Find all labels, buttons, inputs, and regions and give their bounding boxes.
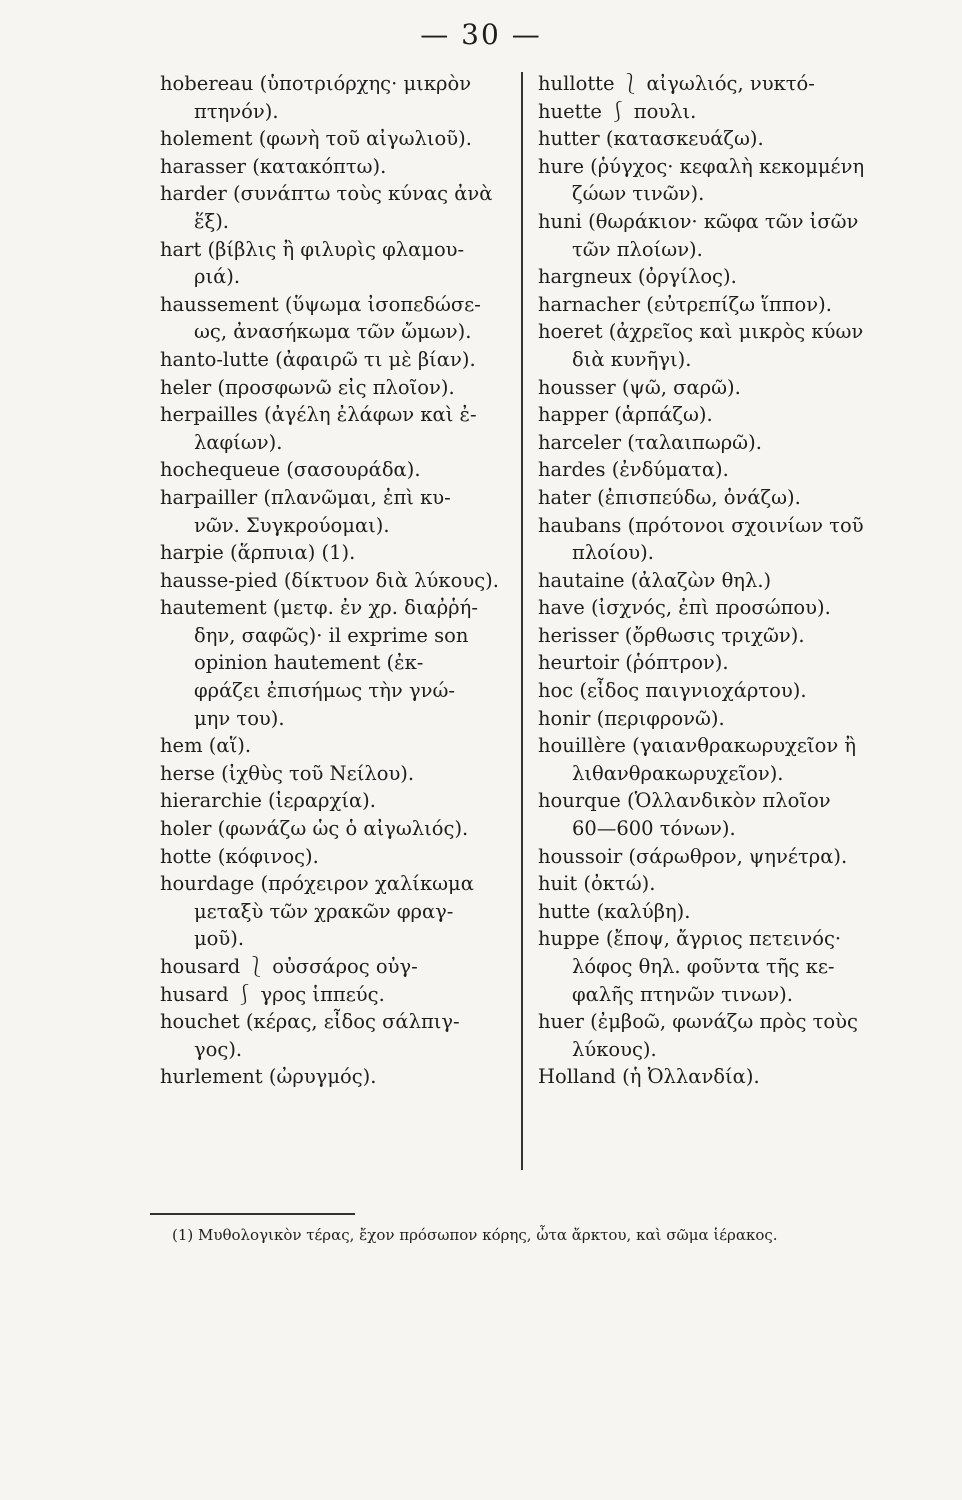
entry-continuation: ἕξ).	[194, 209, 230, 233]
dictionary-entry	[538, 705, 883, 733]
entry-headline: hoc (εἶδος παιγνιοχάρτου).	[538, 679, 807, 703]
entry-headline: hausse-pied (δίκτυον διὰ λύκους).	[160, 568, 499, 592]
entry-headline: harnacher (εὐτρεπίζω ἵππον).	[538, 292, 832, 316]
dictionary-entry	[160, 1008, 505, 1063]
entry-continuation: λαφίων).	[194, 430, 283, 454]
entry-continuation: λιθανθρακωρυχεῖον).	[572, 761, 784, 785]
dictionary-entry	[538, 484, 883, 512]
column-divider	[521, 72, 523, 1170]
entry-headline: housard ⎱ οὐσσάρος οὐγ-	[160, 955, 418, 978]
entry-headline: huette ⎰ πουλι.	[538, 99, 697, 123]
entry-headline: houillère (γαιανθρακωρυχεῖον ἢ	[538, 734, 857, 758]
dictionary-entry	[160, 1063, 505, 1091]
dictionary-entry	[160, 843, 505, 871]
dictionary-entry	[538, 732, 883, 787]
entry-headline: haussement (ὕψωμα ἰσοπεδώσε-	[160, 292, 481, 316]
entry-headline: heurtoir (ῥόπτρον).	[538, 651, 729, 675]
entry-headline: hierarchie (ἱεραρχία).	[160, 789, 376, 813]
dictionary-entry	[538, 898, 883, 926]
dictionary-entry	[160, 870, 505, 953]
entry-headline: housser (ψῶ, σαρῶ).	[538, 375, 741, 399]
dictionary-entry	[538, 153, 883, 208]
dictionary-entry	[160, 732, 505, 760]
page-number: — 30 —	[420, 18, 542, 51]
dictionary-entry	[160, 401, 505, 456]
footnote-rule	[150, 1213, 355, 1215]
entry-headline: harpie (ἅρπυια) (1).	[160, 541, 356, 565]
entry-headline: huer (ἐμβοῶ, φωνάζω πρὸς τοὺς	[538, 1010, 858, 1034]
entry-headline: hoeret (ἀχρεῖος καὶ μικρὸς κύων	[538, 320, 864, 344]
entry-continuation: μεταξὺ τῶν χρακῶν φραγ-	[194, 899, 454, 923]
entry-headline: hautaine (ἀλαζὼν θηλ.)	[538, 568, 772, 592]
entry-headline: haubans (πρότονοι σχοινίων τοῦ	[538, 513, 864, 537]
entry-headline: hourque (Ὁλλανδικὸν πλοῖον	[538, 789, 831, 813]
dictionary-entry	[538, 125, 883, 153]
dictionary-entry	[160, 981, 505, 1009]
dictionary-entry	[538, 925, 883, 1008]
dictionary-entry	[538, 70, 883, 98]
entry-headline: holer (φωνάζω ὡς ὁ αἰγωλιός).	[160, 817, 469, 841]
entry-headline: huit (ὀκτώ).	[538, 872, 656, 896]
dictionary-entry	[538, 291, 883, 319]
entry-headline: holement (φωνὴ τοῦ αἰγωλιοῦ).	[160, 127, 472, 151]
entry-continuation: διὰ κυνῆγι).	[572, 347, 692, 371]
entry-continuation: τῶν πλοίων).	[572, 237, 703, 261]
dictionary-entry	[538, 374, 883, 402]
entry-continuation: λόφος θηλ. φοῦντα τῆς κε-	[572, 955, 835, 978]
right-column	[538, 70, 883, 1091]
dictionary-entry	[538, 512, 883, 567]
dictionary-entry	[160, 291, 505, 346]
dictionary-entry	[538, 594, 883, 622]
dictionary-entry	[160, 484, 505, 539]
entry-continuation: πτηνόν).	[194, 99, 279, 123]
entry-continuation: νῶν. Συγκρούομαι).	[194, 513, 390, 537]
dictionary-entry	[538, 208, 883, 263]
entry-headline: happer (ἁρπάζω).	[538, 403, 713, 427]
entry-continuation: ως, ἀνασήκωμα τῶν ὤμων).	[194, 320, 472, 344]
entry-headline: hater (ἐπισπεύδω, ὀνάζω).	[538, 485, 801, 509]
dictionary-entry	[160, 539, 505, 567]
entry-headline: huni (θωράκιον· κῶφα τῶν ἰσῶν	[538, 209, 859, 233]
dictionary-entry	[160, 236, 505, 291]
entry-headline: hart (βίβλις ἢ φιλυρὶς φλαμου-	[160, 237, 465, 261]
entry-headline: hobereau (ὑποτριόρχης· μικρὸν	[160, 72, 472, 95]
entry-headline: hotte (κόφινος).	[160, 844, 319, 868]
footnote: (1) Μυθολογικὸν τέρας, ἔχον πρόσωπον κόρης, ὦτα ἄρκτου, καὶ σῶμα ἱέρακος.	[172, 1226, 778, 1244]
entry-headline: harasser (κατακόπτω).	[160, 154, 387, 178]
dictionary-entry	[160, 760, 505, 788]
entry-headline: hourdage (πρόχειρον χαλίκωμα	[160, 872, 474, 896]
entry-continuation: γος).	[194, 1037, 243, 1061]
entry-continuation: 60—600 τόνων).	[572, 817, 736, 841]
entry-continuation: φράζει ἐπισήμως τὴν γνώ-	[194, 679, 455, 703]
dictionary-entry	[538, 622, 883, 650]
entry-headline: hautement (μετφ. ἐν χρ. διαῤῥή-	[160, 596, 478, 620]
dictionary-entry	[538, 677, 883, 705]
entry-headline: hem (αἵ).	[160, 734, 252, 758]
entry-headline: hullotte ⎱ αἰγωλιός, νυκτό-	[538, 72, 815, 95]
dictionary-entry	[160, 153, 505, 181]
entry-headline: Holland (ἡ Ὀλλανδία).	[538, 1065, 760, 1089]
entry-continuation: φαλῆς πτηνῶν τινων).	[572, 982, 793, 1006]
dictionary-entry	[538, 567, 883, 595]
dictionary-entry	[160, 374, 505, 402]
entry-continuation: ζώων τινῶν).	[572, 182, 705, 206]
dictionary-entry	[538, 429, 883, 457]
entry-headline: herse (ἰχθὺς τοῦ Νείλου).	[160, 761, 415, 785]
entry-continuation: δην, σαφῶς)· il exprime son	[194, 623, 469, 647]
entry-headline: hure (ῥύγχος· κεφαλὴ κεκομμένη	[538, 154, 865, 178]
entry-continuation: opinion hautement (ἐκ-	[194, 651, 424, 675]
dictionary-entry	[160, 346, 505, 374]
entry-headline: hanto-lutte (ἀφαιρῶ τι μὲ βίαν).	[160, 347, 476, 371]
entry-headline: heler (προσφωνῶ εἰς πλοῖον).	[160, 375, 455, 399]
dictionary-entry	[160, 953, 505, 981]
dictionary-entry	[160, 125, 505, 153]
entry-headline: hurlement (ὠρυγμός).	[160, 1065, 377, 1089]
entry-headline: harpailler (πλανῶμαι, ἐπὶ κυ-	[160, 485, 451, 509]
dictionary-entry	[538, 98, 883, 126]
entry-headline: herisser (ὄρθωσις τριχῶν).	[538, 623, 805, 647]
entry-continuation: μοῦ).	[194, 927, 245, 951]
dictionary-entry	[538, 1008, 883, 1063]
entry-headline: houchet (κέρας, εἶδος σάλπιγ-	[160, 1010, 460, 1034]
entry-headline: hutte (καλύβη).	[538, 899, 691, 923]
entry-headline: hutter (κατασκευάζω).	[538, 127, 764, 151]
entry-continuation: μην του).	[194, 706, 285, 730]
dictionary-entry	[538, 870, 883, 898]
entry-headline: have (ἰσχνός, ἐπὶ προσώπου).	[538, 596, 831, 620]
dictionary-entry	[538, 263, 883, 291]
entry-headline: houssoir (σάρωθρον, ψηνέτρα).	[538, 844, 848, 868]
entry-continuation: λύκους).	[572, 1037, 657, 1061]
entry-headline: huppe (ἔποψ, ἄγριος πετεινός·	[538, 927, 842, 951]
entry-headline: harceler (ταλαιπωρῶ).	[538, 430, 762, 454]
entry-continuation: ριά).	[194, 265, 241, 289]
dictionary-entry	[160, 567, 505, 595]
dictionary-entry	[160, 594, 505, 732]
entry-headline: harder (συνάπτω τοὺς κύνας ἀνὰ	[160, 182, 493, 206]
dictionary-entry	[160, 180, 505, 235]
dictionary-entry	[160, 815, 505, 843]
entry-headline: hargneux (ὀργίλος).	[538, 265, 737, 289]
dictionary-entry	[160, 456, 505, 484]
dictionary-entry	[538, 401, 883, 429]
left-column	[160, 70, 505, 1091]
entry-headline: husard ⎰ γρος ἱππεύς.	[160, 982, 385, 1006]
entry-headline: honir (περιφρονῶ).	[538, 706, 725, 730]
dictionary-entry	[160, 70, 505, 125]
entry-headline: herpailles (ἀγέλη ἐλάφων καὶ ἐ-	[160, 403, 477, 427]
dictionary-entry	[538, 318, 883, 373]
dictionary-entry	[538, 649, 883, 677]
dictionary-entry	[538, 787, 883, 842]
dictionary-entry	[538, 843, 883, 871]
entry-headline: hochequeue (σασουράδα).	[160, 458, 421, 482]
dictionary-entry	[538, 456, 883, 484]
entry-headline: hardes (ἐνδύματα).	[538, 458, 729, 482]
entry-continuation: πλοίου).	[572, 541, 654, 565]
dictionary-entry	[538, 1063, 883, 1091]
dictionary-entry	[160, 787, 505, 815]
